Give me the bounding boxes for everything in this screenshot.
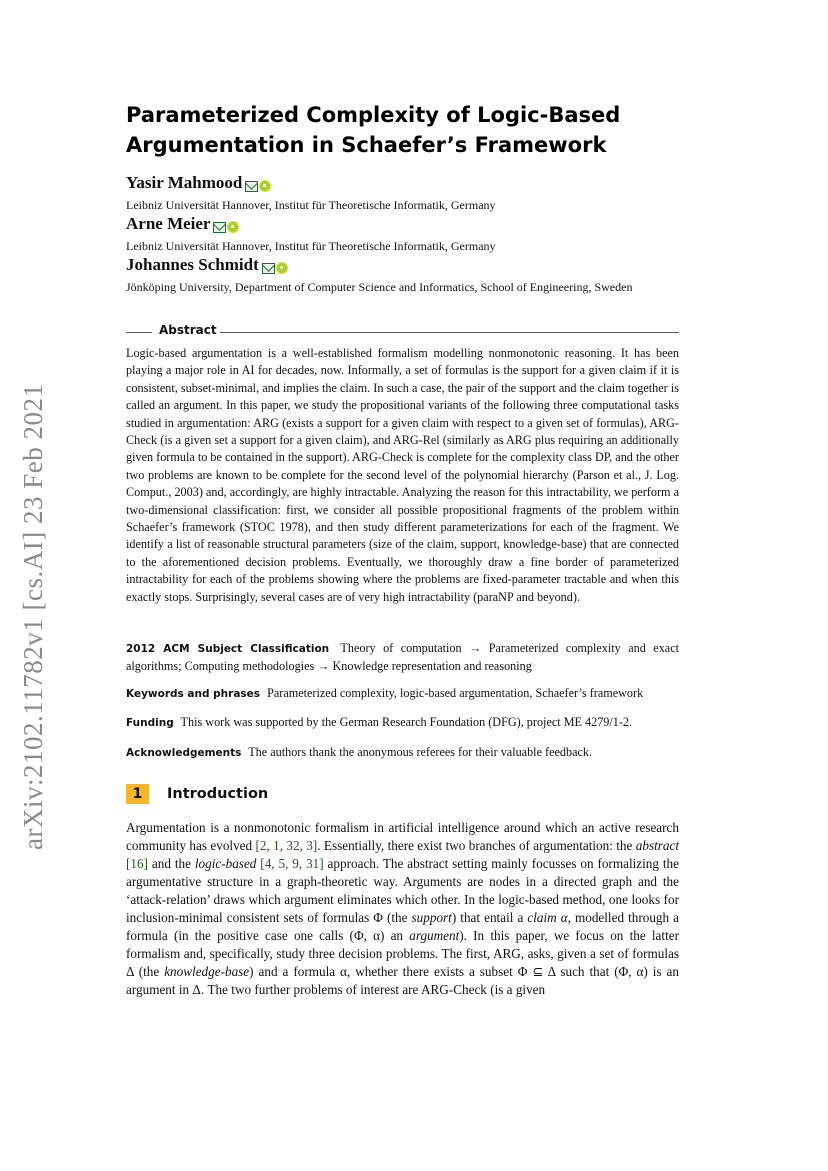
- divider: [220, 332, 679, 333]
- email-icon[interactable]: [245, 181, 258, 192]
- acm-label: 2012 ACM Subject Classification: [126, 643, 330, 655]
- acm-classification: [126, 640, 679, 676]
- author-block: [126, 173, 686, 213]
- citation-link[interactable]: [4, 5, 9, 31]: [260, 856, 324, 871]
- citation-link[interactable]: [2, 1, 32, 3]: [255, 838, 318, 853]
- text-run: ) and a formula α, whether there exists a subset Φ ⊆ Δ such that (Φ, α) is an argument in Δ. The two further problems of interest are ARG-Check (is a given: [126, 964, 679, 997]
- abstract-label: Abstract: [159, 323, 217, 337]
- funding: [126, 714, 679, 732]
- section-title: Introduction: [167, 786, 269, 802]
- text-run: approach. The abstract setting mainly focusses on formalizing the argumentative structure in a graph-theoretic way. Arguments are nodes in a directed graph and the ‘attack-relation’ draws which argument eliminates which other. In the logic-based method, one looks for inclusion-minimal consistent sets of formulas Φ (the: [126, 856, 679, 925]
- acm-text: Theory of computation → Parameterized complexity and exact algorithms; Computing methodologies → Knowledge representation and reasoning: [126, 641, 679, 674]
- abstract-text: Logic-based argumentation is a well-established formalism modelling nonmonotonic reasoning. It has been playing a major role in AI for decades, now. Informally, a set of formulas is the support for a given claim if it is consistent, subset-minimal, and implies the claim. In such a case, the pair of the support and the claim together is called an argument. In this paper, we study the propositional variants of the following three computational tasks studied in argumentation: ARG (exists a support for a given claim with respect to a given set of formulas), ARG-Check (is a given set a support for a given claim), and ARG-Rel (similarly as ARG plus requiring an additionally given formula to be contained in the support). ARG-Check is complete for the complexity class DP, and the other two problems are known to be complete for the second level of the polynomial hierarchy (Parson et al., J. Log. Comput., 2003) and, accordingly, are highly intractable. Analyzing the reason for this intractability, we perform a two-dimensional classification: first, we consider all possible propositional fragments of the problem within Schaefer’s framework (STOC 1978), and then study different parameterizations for each of the fragment. We identify a list of reasonable structural parameters (size of the claim, support, knowledge-base) that are connected to the aforementioned decision problems. Eventually, we thoroughly draw a fine border of parameterized intractability for each of the problems showing where the problems are fixed-parameter tractable and when this exactly stops. Surprisingly, several cases are of very high intractability (paraNP and beyond).: [126, 346, 679, 604]
- divider: [126, 332, 152, 333]
- author-block: [126, 214, 686, 254]
- keywords-label: Keywords and phrases: [126, 688, 261, 700]
- text-run: and the: [147, 856, 195, 871]
- author-name: Arne Meier: [126, 214, 211, 233]
- author-affiliation: Leibniz Universität Hannover, Institut für Theoretische Informatik, Germany: [126, 239, 496, 253]
- author-affiliation: Leibniz Universität Hannover, Institut für Theoretische Informatik, Germany: [126, 198, 496, 212]
- author-name: Yasir Mahmood: [126, 173, 243, 192]
- emphasis: knowledge-base: [164, 964, 250, 979]
- email-icon[interactable]: [262, 263, 275, 274]
- abstract-heading: [126, 324, 679, 340]
- email-icon[interactable]: [213, 222, 226, 233]
- author-name: Johannes Schmidt: [126, 255, 259, 274]
- text-run: Argumentation is a nonmonotonic formalism in artificial intelligence around which an active research community has evolved: [126, 820, 679, 853]
- text-run: ). In this paper, we focus on the latter formalism and, specifically, study three decision problems. The first, ARG, asks, given a set of formulas Δ (the: [126, 928, 679, 979]
- author-affiliation: Jönköping University, Department of Computer Science and Informatics, School of Engineering, Sweden: [126, 280, 633, 294]
- text-run: , modelled through a formula (in the positive case one calls (Φ, α) an: [126, 910, 680, 943]
- text-run: . Essentially, there exist two branches of argumentation: the: [317, 838, 636, 853]
- ack-label: Acknowledgements: [126, 747, 242, 759]
- emphasis: support: [411, 910, 452, 925]
- arxiv-stamp: arXiv:2102.11782v1 [cs.AI] 23 Feb 2021: [18, 383, 48, 850]
- section-number: 1: [126, 784, 149, 804]
- orcid-icon[interactable]: [259, 180, 271, 192]
- ack-text: The authors thank the anonymous referees for their valuable feedback.: [248, 745, 593, 759]
- keywords-text: Parameterized complexity, logic-based argumentation, Schaefer’s framework: [267, 686, 644, 700]
- emphasis: argument: [409, 928, 460, 943]
- paper-title: Parameterized Complexity of Logic-Based Argumentation in Schaefer’s Framework: [126, 103, 621, 157]
- funding-text: This work was supported by the German Research Foundation (DFG), project ME 4279/1-2.: [180, 715, 633, 729]
- emphasis: claim α: [527, 910, 568, 925]
- emphasis: logic-based: [194, 856, 257, 871]
- section-heading: [126, 784, 679, 806]
- orcid-icon[interactable]: [227, 221, 239, 233]
- acknowledgements: [126, 744, 679, 762]
- intro-paragraph: [126, 819, 679, 999]
- citation-link[interactable]: [16]: [126, 856, 148, 871]
- author-block: [126, 255, 686, 295]
- emphasis: abstract: [635, 838, 679, 853]
- orcid-icon[interactable]: [276, 262, 288, 274]
- keywords: [126, 685, 679, 703]
- text-run: ) that entail a: [451, 910, 528, 925]
- funding-label: Funding: [126, 717, 174, 729]
